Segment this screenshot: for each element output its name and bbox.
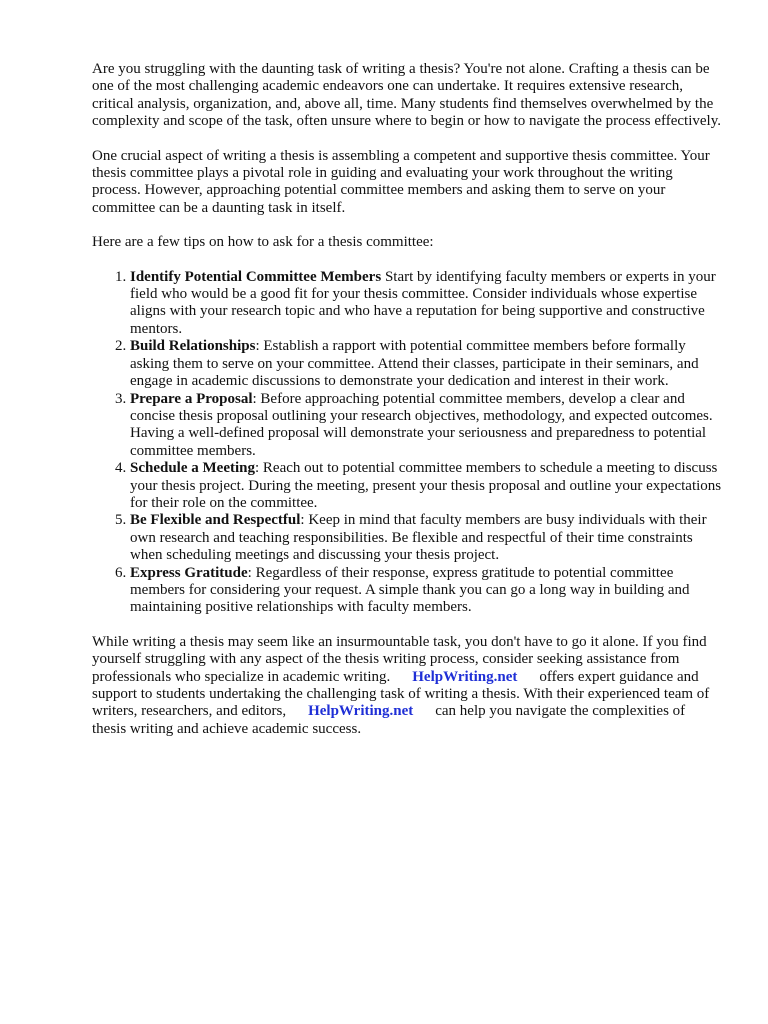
closing-text-1: While writing a thesis may seem like an insurmountable task, you don't have to go it alone. If you find yourself struggling with any aspect of the thesis writing process, consider seeking assistance from professionals who specialize in academic writing. bbox=[92, 633, 707, 685]
intro-paragraph-3: Here are a few tips on how to ask for a thesis committee: bbox=[92, 234, 434, 251]
tip-term: Identify Potential Committee Members bbox=[130, 268, 382, 285]
list-item bbox=[130, 565, 722, 617]
tip-text: : Regardless of their response, express gratitude to potential committee members for considering your request. A simple thank you can go a long way in building and maintaining positive relationships with faculty members. bbox=[130, 564, 690, 616]
tip-term: Be Flexible and Respectful bbox=[130, 512, 301, 529]
tip-text: Start by identifying faculty members or experts in your field who would be a good fit for your thesis committee. Consider individuals whose expertise aligns with your research topic and who have a reputation for being supportive and constructive mentors. bbox=[130, 268, 716, 337]
tips-list bbox=[92, 269, 722, 617]
list-item bbox=[130, 338, 722, 390]
tip-text: : Reach out to potential committee members to schedule a meeting to discuss your thesis project. During the meeting, present your thesis proposal and outline your expectations for their role on the committee. bbox=[130, 460, 722, 511]
list-item bbox=[130, 269, 722, 339]
tip-term: Express Gratitude bbox=[130, 564, 248, 581]
closing-paragraph bbox=[92, 634, 722, 738]
helpwriting-link-1[interactable]: HelpWriting.net bbox=[412, 668, 518, 685]
list-item bbox=[130, 391, 722, 461]
document-body bbox=[92, 61, 722, 755]
tip-text: : Before approaching potential committee members, develop a clear and concise thesis proposal outlining your research objectives, methodology, and expected outcomes. Having a well-defined proposal will demonstrate your seriousness and preparedness to potential committee members. bbox=[130, 390, 713, 459]
tip-text: : Keep in mind that faculty members are busy individuals with their own research and teaching responsibilities. Be flexible and respectful of their time constraints when scheduling meetings and discussing your thesis project. bbox=[130, 512, 707, 564]
helpwriting-link-2[interactable]: HelpWriting.net bbox=[308, 703, 414, 720]
closing-text-2: offers expert guidance and support to students undertaking the challenging task of writing a thesis. With their experienced team of writers, researchers, and editors, bbox=[92, 668, 710, 720]
tip-term: Build Relationships bbox=[130, 338, 256, 355]
intro-paragraph-2: One crucial aspect of writing a thesis is assembling a competent and supportive thesis committee. Your thesis committee plays a pivotal role in guiding and evaluating your work throughout the writing process. However, approaching potential committee members and asking them to serve on your committee can be a daunting task in itself. bbox=[92, 147, 710, 216]
closing-text-3: can help you navigate the complexities of thesis writing and achieve academic success. bbox=[92, 703, 686, 737]
list-item bbox=[130, 512, 722, 564]
tip-text: : Establish a rapport with potential committee members before formally asking them to serve on your committee. Attend their classes, participate in their seminars, and engage in academic discussions to demonstrate your dedication and interest in their work. bbox=[130, 338, 699, 390]
intro-paragraph-1: Are you struggling with the daunting task of writing a thesis? You're not alone. Crafting a thesis can be one of the most challenging academic endeavors one can undertake. It requires extensive research, critical analysis, organization, and, above all, time. Many students find themselves overwhelmed by the complexity and scope of the task, often unsure where to begin or how to navigate the process effectively. bbox=[92, 61, 721, 130]
tip-term: Schedule a Meeting bbox=[130, 460, 255, 477]
list-item bbox=[130, 460, 722, 512]
tip-term: Prepare a Proposal bbox=[130, 390, 253, 407]
